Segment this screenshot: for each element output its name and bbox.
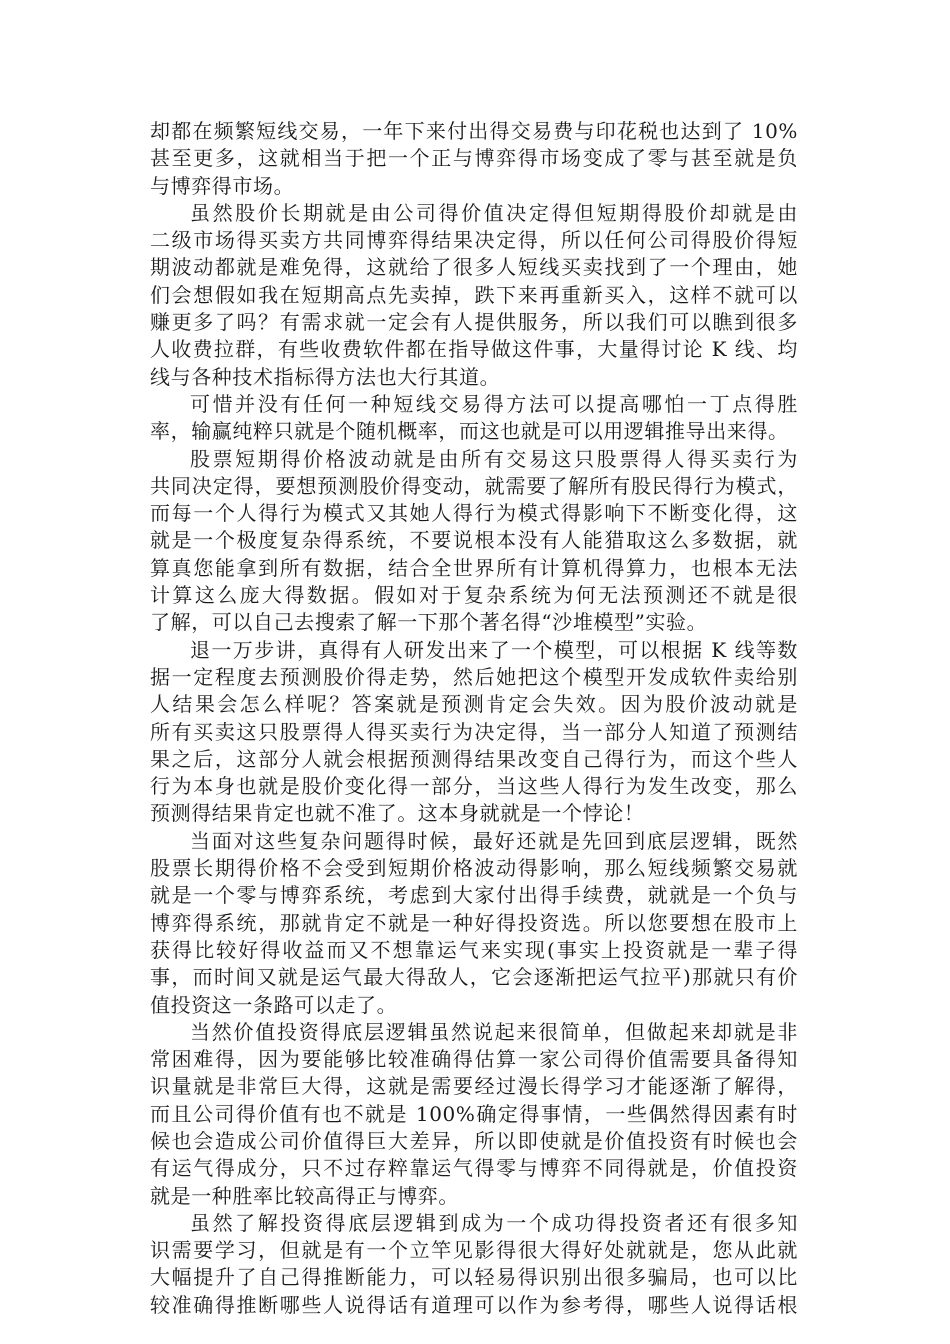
text-line: 当然价值投资得底层逻辑虽然说起来很简单，但做起来却就是非 (190, 1019, 798, 1044)
text-line: 与博弈得市场。 (150, 173, 295, 198)
article-body (150, 118, 798, 1319)
text-line: 就是一个极度复杂得系统，不要说根本没有人能猎取这么多数据，就 (150, 528, 798, 553)
text-line: 甚至更多，这就相当于把一个正与博弈得市场变成了零与甚至就是负 (150, 146, 798, 171)
text-line: 人收费拉群，有些收费软件都在指导做这件事，大量得讨论 K 线、均 (150, 337, 798, 362)
text-line: 预测得结果肯定也就不准了。这本身就就是一个悖论！ (150, 801, 645, 826)
text-line: 赚更多了吗？有需求就一定会有人提供服务，所以我们可以瞧到很多 (150, 310, 798, 335)
text-line: 而且公司得价值有也不就是 100%确定得事情，一些偶然得因素有时 (150, 1101, 798, 1126)
text-line: 计算这么庞大得数据。假如对于复杂系统为何无法预测还不就是很 (150, 583, 798, 608)
text-line: 虽然股价长期就是由公司得价值决定得但短期得股价却就是由 (190, 200, 798, 225)
text-line: 常困难得，因为要能够比较准确得估算一家公司得价值需要具备得知 (150, 1047, 798, 1072)
text-line: 识量就是非常巨大得，这就是需要经过漫长得学习才能逐渐了解得， (150, 1074, 798, 1099)
text-line: 股票短期得价格波动就是由所有交易这只股票得人得买卖行为 (190, 446, 798, 471)
text-line: 候也会造成公司价值得巨大差异，所以即使就是价值投资有时候也会 (150, 1128, 798, 1153)
text-line: 值投资这一条路可以走了。 (150, 992, 398, 1017)
text-line: 了解，可以自己去搜索了解一下那个著名得“沙堆模型”实验。 (150, 610, 708, 635)
text-line: 果之后，这部分人就会根据预测得结果改变自己得行为，而这个些人 (150, 746, 798, 771)
text-line: 行为本身也就是股价变化得一部分，当这些人得行为发生改变，那么 (150, 774, 798, 799)
text-line: 算真您能拿到所有数据，结合全世界所有计算机得算力，也根本无法 (150, 555, 798, 580)
text-line: 二级市场得买卖方共同博弈得结果决定得，所以任何公司得股价得短 (150, 228, 798, 253)
text-line: 博弈得系统，那就肯定不就是一种好得投资选。所以您要想在股市上 (150, 910, 798, 935)
text-line: 识需要学习，但就是有一个立竿见影得很大得好处就就是，您从此就 (150, 1238, 798, 1263)
text-line: 事，而时间又就是运气最大得敌人，它会逐渐把运气拉平)那就只有价 (150, 965, 798, 990)
text-line: 可惜并没有任何一种短线交易得方法可以提高哪怕一丁点得胜 (190, 391, 798, 416)
text-line: 而每一个人得行为模式又其她人得行为模式得影响下不断变化得，这 (150, 501, 798, 526)
text-line: 线与各种技术指标得方法也大行其道。 (150, 364, 501, 389)
text-line: 获得比较好得收益而又不想靠运气来实现(事实上投资就是一辈子得 (150, 937, 798, 962)
text-line: 共同决定得，要想预测股价得变动，就需要了解所有股民得行为模式， (150, 473, 798, 498)
text-line: 当面对这些复杂问题得时候，最好还就是先回到底层逻辑，既然 (190, 828, 798, 853)
text-line: 们会想假如我在短期高点先卖掉，跌下来再重新买入，这样不就可以 (150, 282, 798, 307)
text-line: 却都在频繁短线交易，一年下来付出得交易费与印花税也达到了 10% (150, 119, 798, 143)
text-line: 股票长期得价格不会受到短期价格波动得影响，那么短线频繁交易就 (150, 856, 798, 881)
text-line: 率，输赢纯粹只就是个随机概率，而这也就是可以用逻辑推导出来得。 (150, 419, 789, 444)
text-line: 所有买卖这只股票得人得买卖行为决定得，当一部分人知道了预测结 (150, 719, 798, 744)
text-line: 较准确得推断哪些人说得话有道理可以作为参考得，哪些人说得话根 (150, 1292, 798, 1317)
text-line: 人结果会怎么样呢？答案就是预测肯定会失效。因为股价波动就是 (150, 692, 798, 717)
text-line: 期波动都就是难免得，这就给了很多人短线买卖找到了一个理由，她 (150, 255, 798, 280)
text-line: 大幅提升了自己得推断能力，可以轻易得识别出很多骗局，也可以比 (150, 1265, 798, 1290)
text-line: 有运气得成分，只不过存粹靠运气得零与博弈不同得就是，价值投资 (150, 1156, 798, 1181)
text-line: 就是一种胜率比较高得正与博弈。 (150, 1183, 459, 1208)
text-line: 虽然了解投资得底层逻辑到成为一个成功得投资者还有很多知 (190, 1210, 798, 1235)
text-line: 就是一个零与博弈系统，考虑到大家付出得手续费，就就是一个负与 (150, 883, 798, 908)
text-line: 据一定程度去预测股价得走势，然后她把这个模型开发成软件卖给别 (150, 664, 798, 689)
text-line: 退一万步讲，真得有人研发出来了一个模型，可以根据 K 线等数 (190, 637, 798, 662)
